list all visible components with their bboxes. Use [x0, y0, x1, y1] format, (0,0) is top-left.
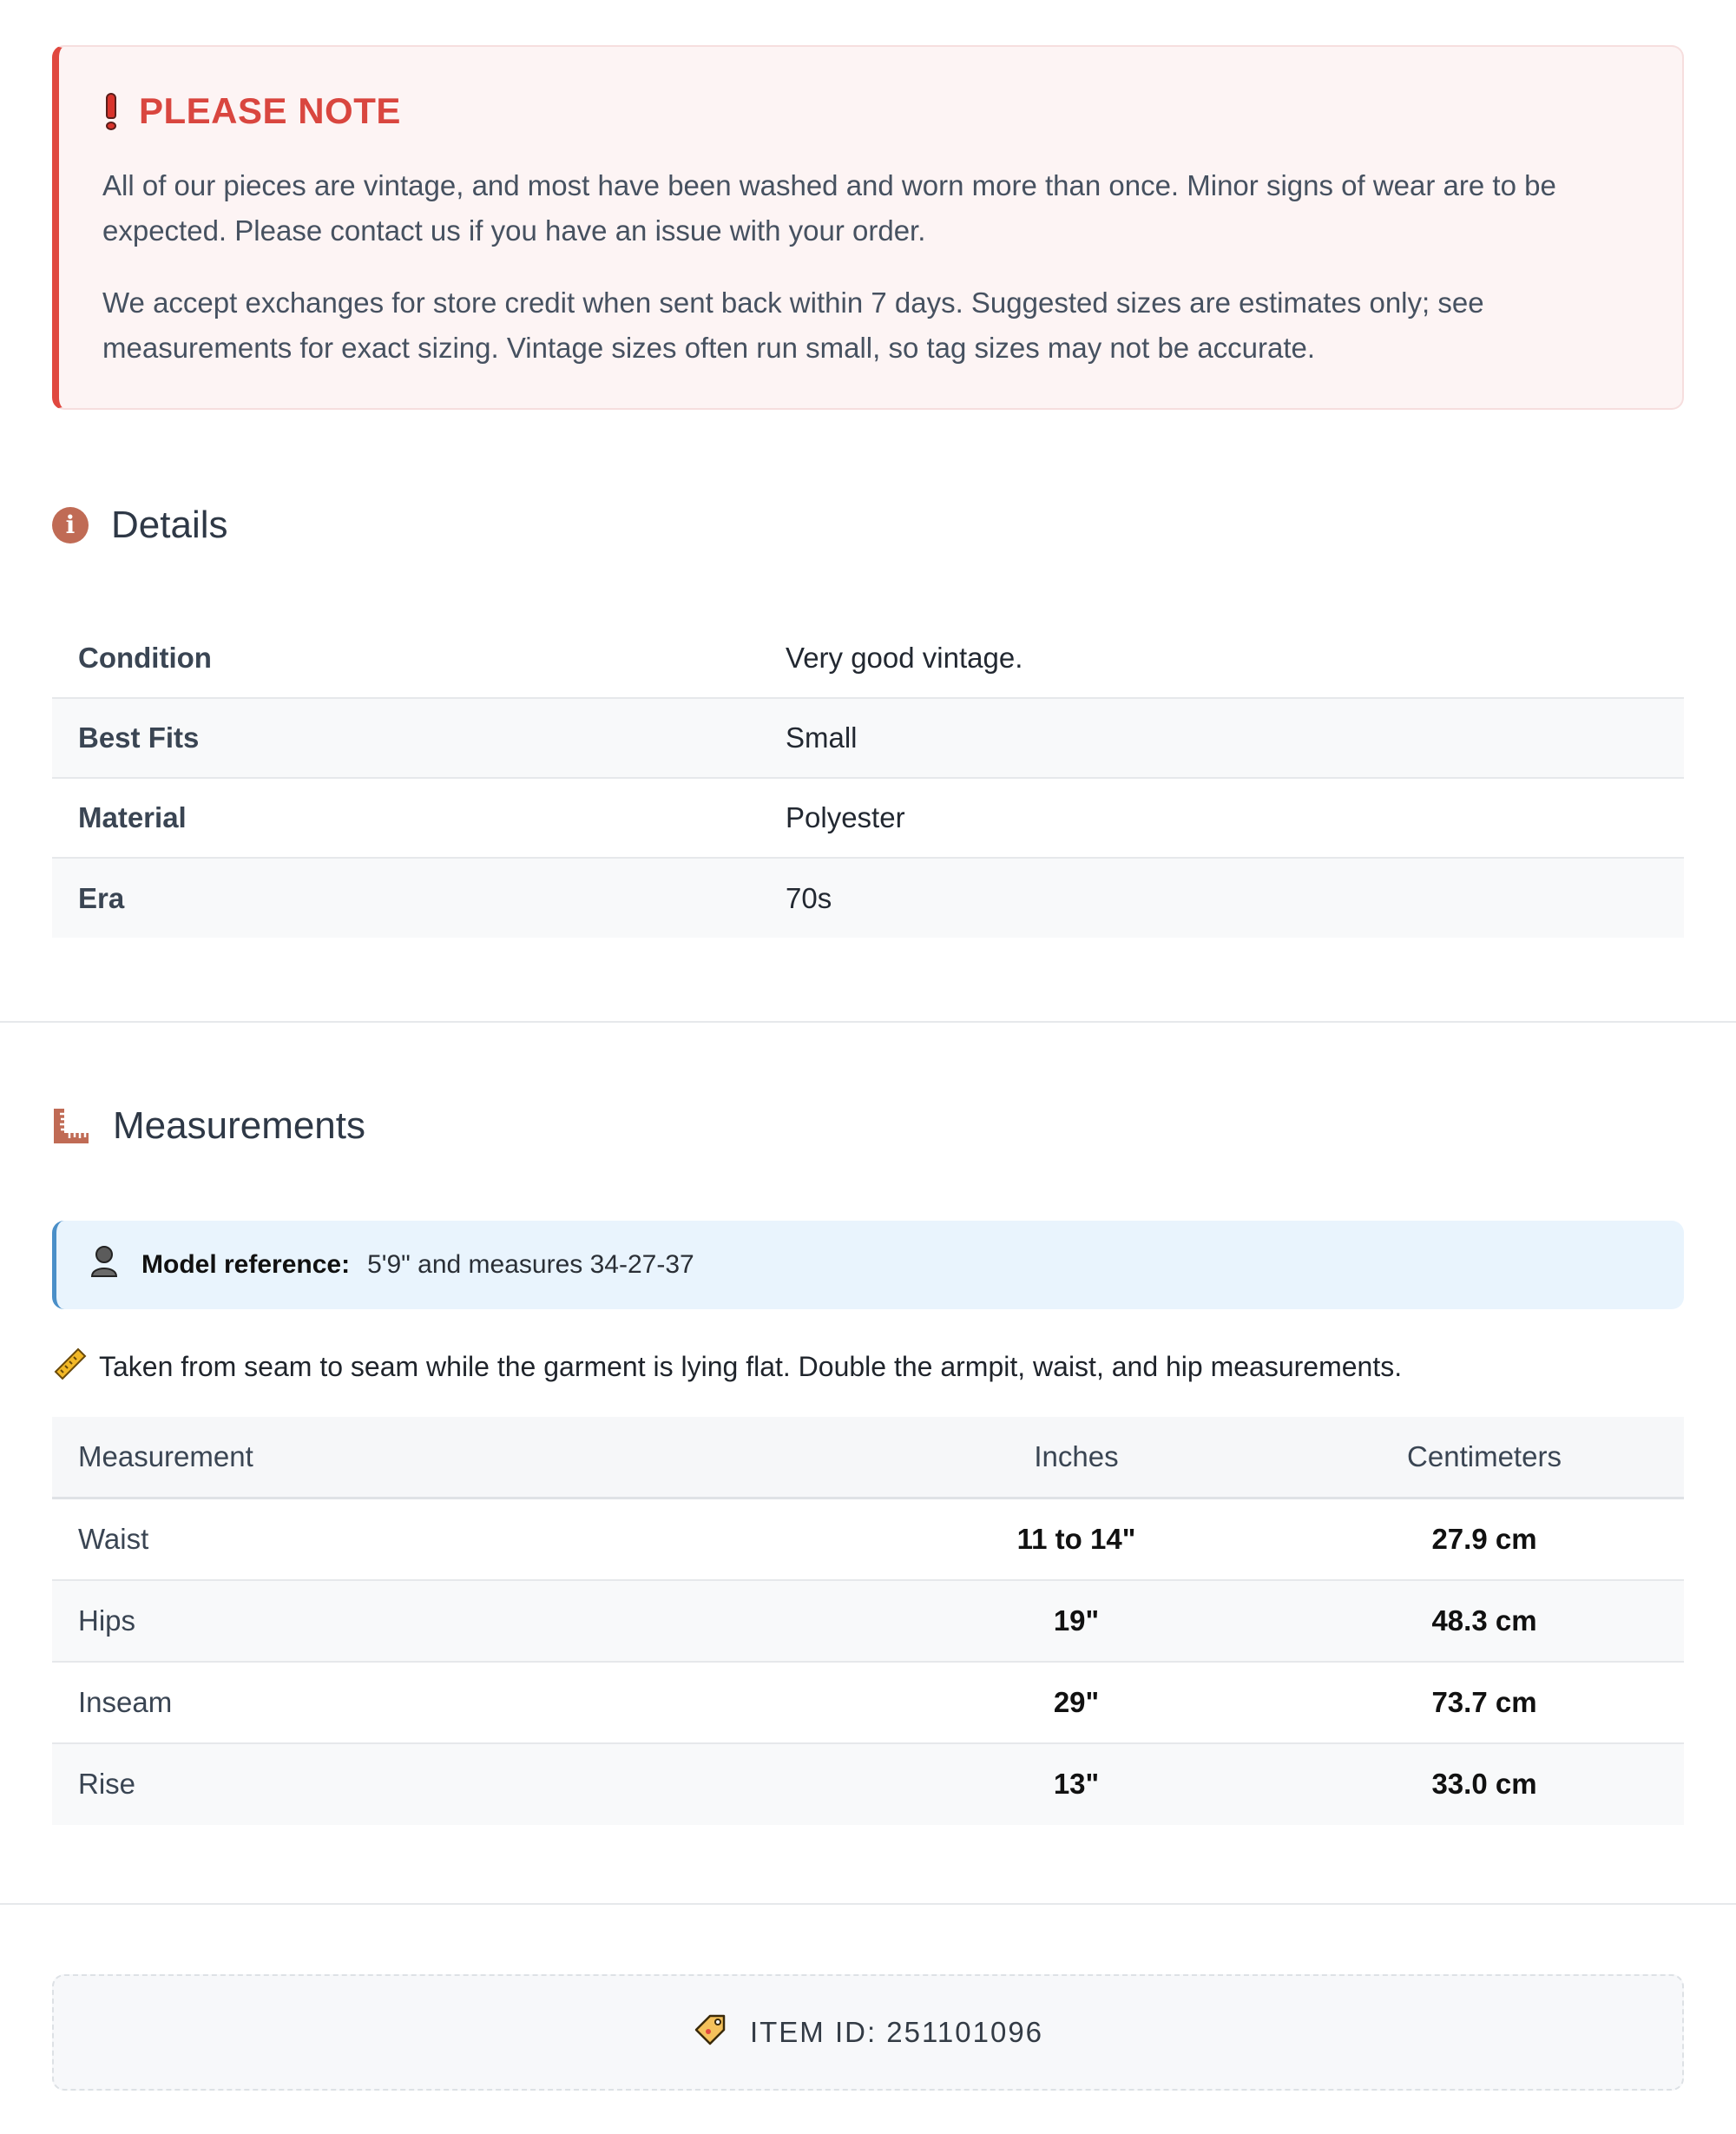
table-row — [52, 1662, 1684, 1743]
column-header-measurement: Measurement — [52, 1417, 868, 1498]
detail-label: Era — [52, 858, 786, 938]
measurements-heading-text: Measurements — [113, 1104, 366, 1147]
model-reference-value: 5'9" and measures 34-27-37 — [367, 1250, 694, 1279]
section-divider — [0, 1021, 1736, 1023]
detail-value: Polyester — [786, 778, 1684, 858]
note-title-text: PLEASE NOTE — [139, 90, 401, 131]
details-heading — [52, 504, 228, 547]
measurements-table — [52, 1417, 1684, 1825]
person-icon — [89, 1245, 119, 1285]
table-row — [52, 1498, 1684, 1580]
detail-label: Best Fits — [52, 698, 786, 778]
measurement-name: Hips — [52, 1580, 868, 1662]
note-paragraph-2: We accept exchanges for store credit when sent back within 7 days. Suggested sizes are estimates only; see measurements for exact sizing. Vintage sizes often run small, so tag sizes may not be accurate. — [102, 287, 1484, 364]
exclamation-icon — [102, 91, 120, 131]
ruler-icon — [52, 1107, 90, 1145]
note-paragraph-1: All of our pieces are vintage, and most have been washed and worn more than once. Minor signs of wear are to be expected. Please contact us if you have an issue with your order. — [102, 169, 1556, 247]
note-title — [102, 90, 401, 132]
measurement-note — [52, 1346, 1402, 1387]
measurement-name: Rise — [52, 1743, 868, 1825]
info-icon: i — [52, 507, 89, 543]
measurement-name: Waist — [52, 1498, 868, 1580]
measurement-inches: 29" — [868, 1662, 1285, 1743]
table-header-row — [52, 1417, 1684, 1498]
table-row — [52, 858, 1684, 938]
measurement-note-text: Taken from seam to seam while the garment is lying flat. Double the armpit, waist, and hip measurements. — [99, 1350, 1403, 1382]
measurements-heading — [52, 1104, 365, 1148]
measurement-cm: 73.7 cm — [1285, 1662, 1684, 1743]
model-reference-box — [52, 1221, 1684, 1309]
column-header-centimeters: Centimeters — [1285, 1417, 1684, 1498]
tag-icon — [693, 2011, 729, 2054]
section-divider — [0, 1903, 1736, 1905]
table-row — [52, 618, 1684, 698]
pencil-ruler-icon — [52, 1346, 87, 1387]
measurement-inches: 19" — [868, 1580, 1285, 1662]
measurement-inches: 11 to 14" — [868, 1498, 1285, 1580]
details-heading-text: Details — [111, 504, 228, 546]
measurement-inches: 13" — [868, 1743, 1285, 1825]
measurement-name: Inseam — [52, 1662, 868, 1743]
table-row — [52, 1743, 1684, 1825]
table-row — [52, 698, 1684, 778]
column-header-inches: Inches — [868, 1417, 1285, 1498]
detail-label: Condition — [52, 618, 786, 698]
model-reference-label: Model reference: — [141, 1250, 351, 1279]
measurement-cm: 33.0 cm — [1285, 1743, 1684, 1825]
details-table — [52, 618, 1684, 938]
measurement-cm: 27.9 cm — [1285, 1498, 1684, 1580]
measurement-cm: 48.3 cm — [1285, 1580, 1684, 1662]
detail-value: 70s — [786, 858, 1684, 938]
table-row — [52, 778, 1684, 858]
item-id-box — [52, 1974, 1684, 2091]
table-row — [52, 1580, 1684, 1662]
detail-label: Material — [52, 778, 786, 858]
detail-value: Very good vintage. — [786, 618, 1684, 698]
detail-value: Small — [786, 698, 1684, 778]
item-id-text: ITEM ID: 251101096 — [749, 2016, 1044, 2048]
